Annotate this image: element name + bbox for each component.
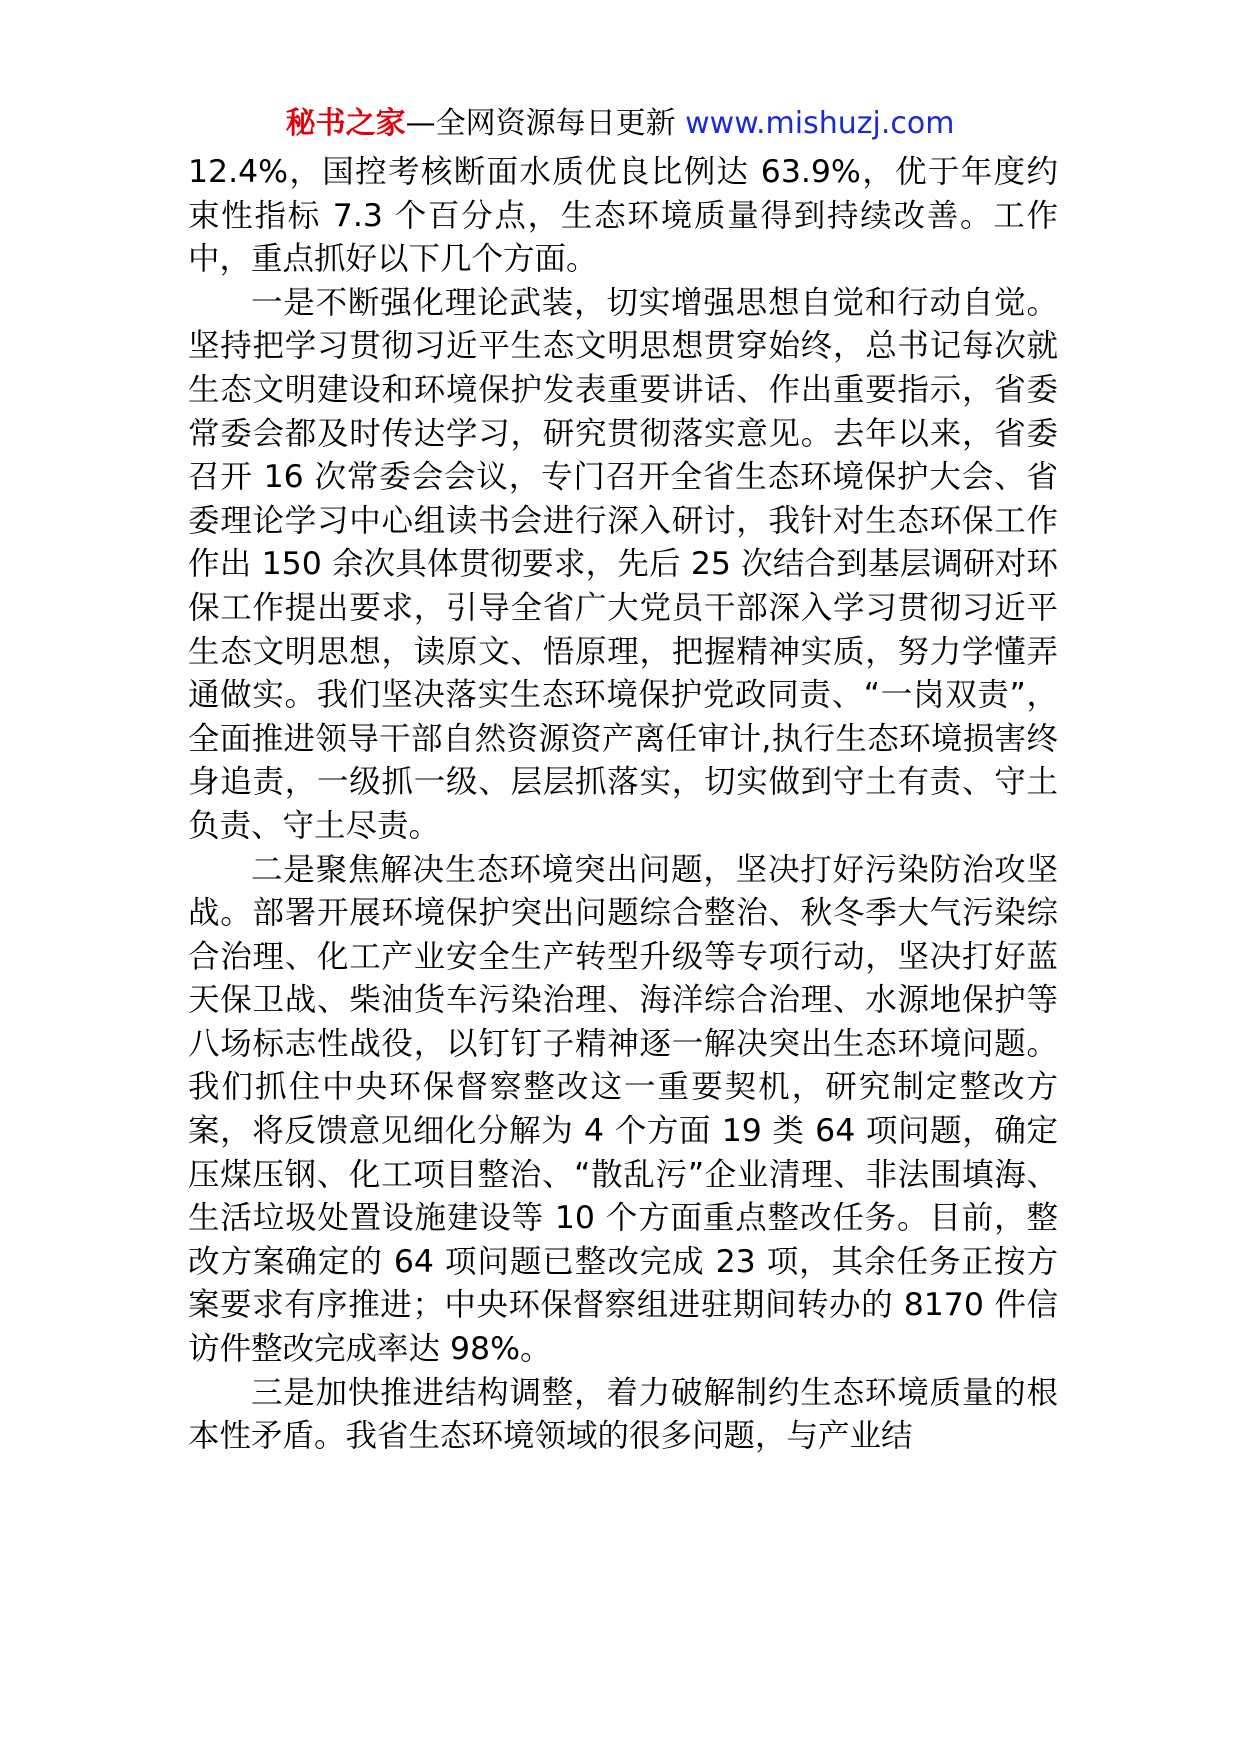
paragraph-theory-study: 一是不断强化理论武装，切实增强思想自觉和行动自觉。坚持把学习贯彻习近平生态文明思想贯穿始终，总书记每次就生态文明建设和环境保护发表重要讲话、作出重要指示，省委常委会都及时传达学习，研究贯彻落实意见。去年以来，省委召开 16 次常委会会议，专门召开全省生态环境保护大会、省委理论学习中心组读书会进行深入研讨，我针对生态环保工作作出 150 余次具体贯彻要求，先后 25 次结合到基层调研对环保工作提出要求，引导全省广大党员干部深入学习贯彻习近平生态文明思想，读原文、悟原理，把握精神实质，努力学懂弄通做实。我们坚决落实生态环境保护党政同责、“一岗双责”，全面推进领导干部自然资源资产离任审计,执行生态环境损害终身追责，一级抓一级、层层抓落实，切实做到守土有责、守土负责、守土尽责。 — [188, 284, 1058, 844]
paragraph-continuation: 12.4%，国控考核断面水质优良比例达 63.9%，优于年度约束性指标 7.3 个百分点，生态环境质量得到持续改善。工作中，重点抓好以下几个方面。 — [188, 154, 1058, 278]
header-url-link[interactable]: www.mishuzj.com — [685, 106, 955, 141]
header-tagline: —全网资源每日更新 — [405, 106, 686, 141]
paragraph-structural-adjustment: 三是加快推进结构调整，着力破解制约生态环境质量的根本性矛盾。我省生态环境领域的很多问题，与产业结 — [188, 1374, 1058, 1455]
page-header — [0, 104, 1240, 144]
paragraph-pollution-control: 二是聚焦解决生态环境突出问题，坚决打好污染防治攻坚战。部署开展环境保护突出问题综合整治、秋冬季大气污染综合治理、化工产业安全生产转型升级等专项行动，坚决打好蓝天保卫战、柴油货车污染治理、海洋综合治理、水源地保护等八场标志性战役，以钉钉子精神逐一解决突出生态环境问题。我们抓住中央环保督察整改这一重要契机，研究制定整改方案，将反馈意见细化分解为 4 个方面 19 类 64 项问题，确定压煤压钢、化工项目整治、“散乱污”企业清理、非法围填海、生活垃圾处置设施建设等 10 个方面重点整改任务。目前，整改方案确定的 64 项问题已整改完成 23 项，其余任务正按方案要求有序推进；中央环保督察组进驻期间转办的 8170 件信访件整改完成率达 98%。 — [188, 851, 1058, 1368]
header-brand: 秘书之家 — [285, 106, 406, 141]
document-body — [188, 151, 1058, 1459]
